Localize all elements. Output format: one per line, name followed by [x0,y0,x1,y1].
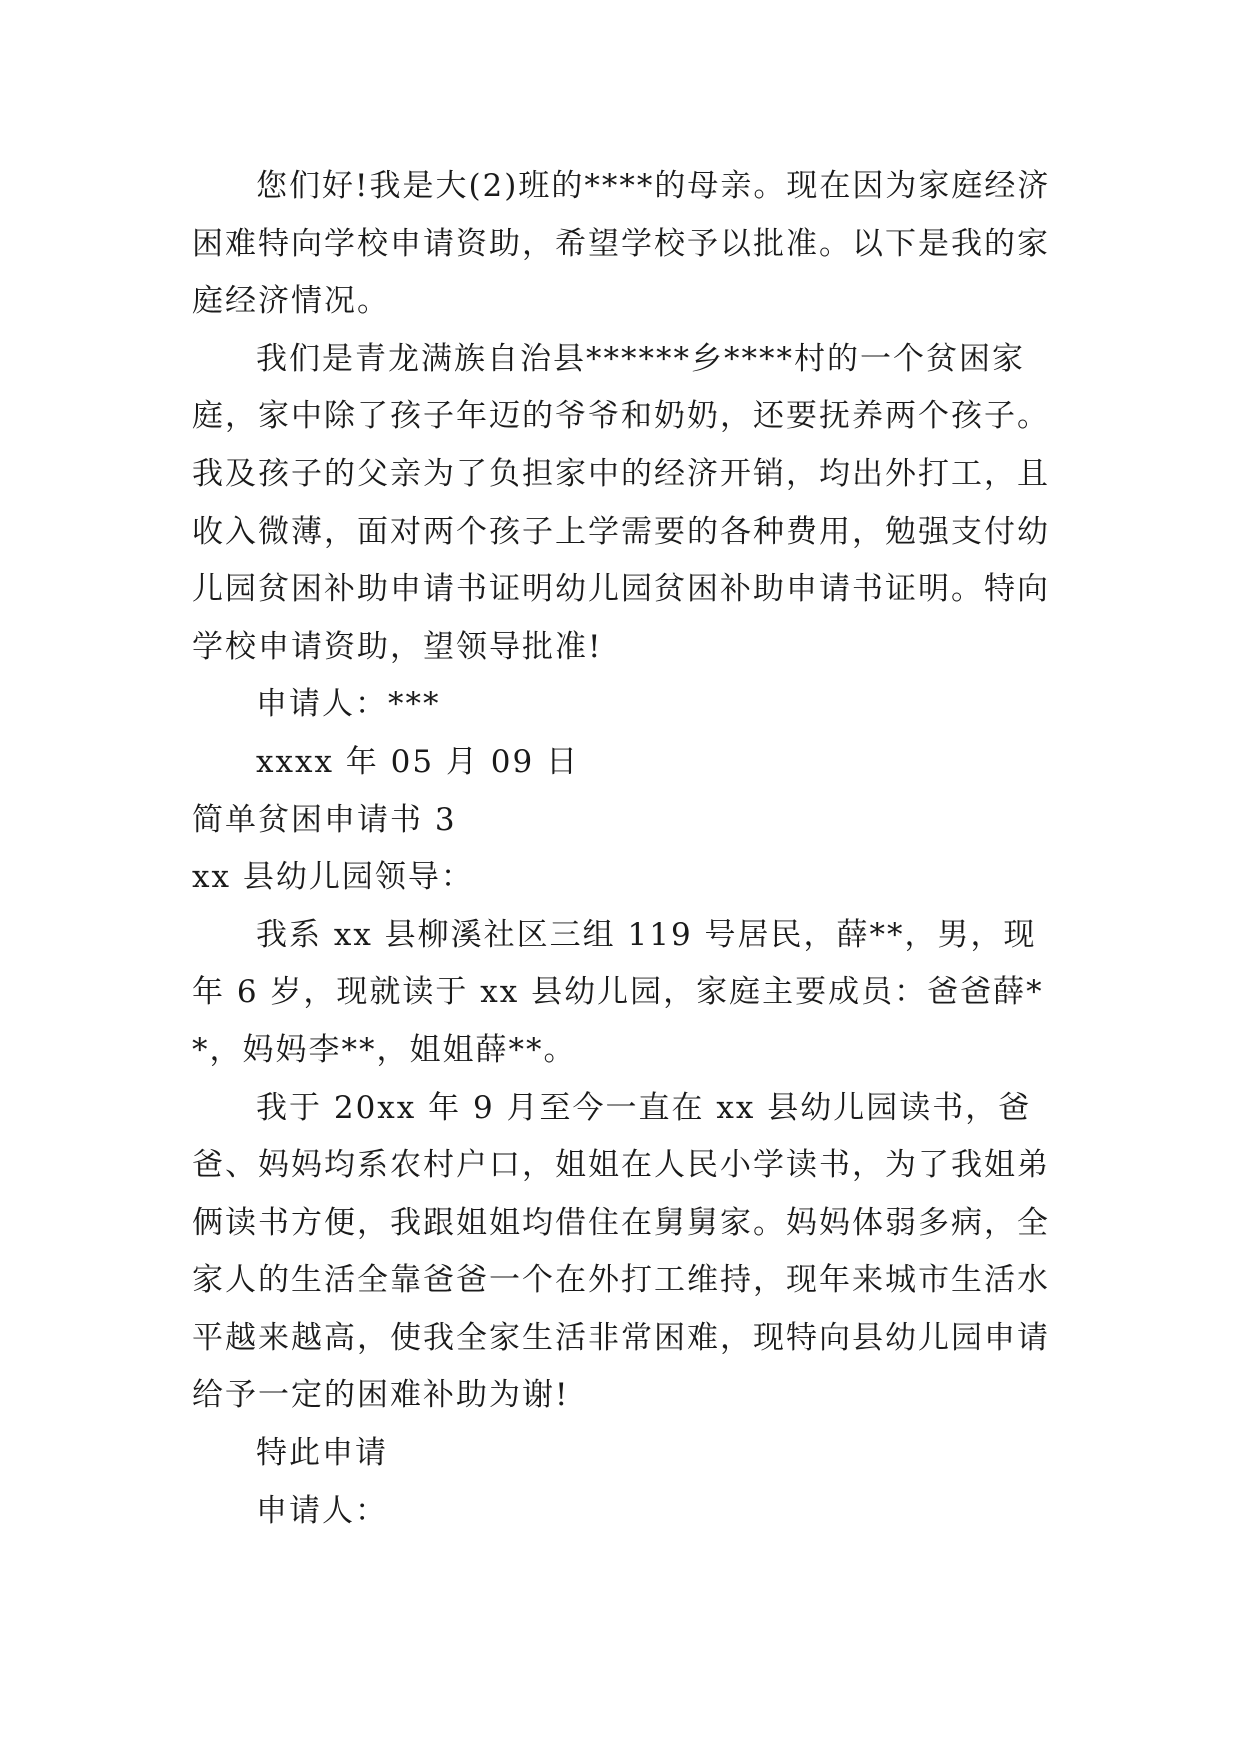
paragraph-applicant-2: 申请人： [256,1492,388,1529]
paragraph-closing: 特此申请 [256,1435,388,1472]
paragraph-applicant-1: 申请人：*** [256,686,441,723]
paragraph-introduction: 我系 xx 县柳溪社区三组 119 号居民，薛**，男，现年 6 岁，现就读于 xx 县幼儿园，家庭主要成员：爸爸薛**，妈妈李**，姐姐薛**。 [192,916,1044,1068]
paragraph-family-situation: 我们是青龙满族自治县******乡****村的一个贫困家庭，家中除了孩子年迈的爷爷和奶奶，还要抚养两个孩子。我及孩子的父亲为了负担家中的经济开销，均出外打工，且收入微薄，面对两个孩子上学需要的各种费用，勉强支付幼儿园贫困补助申请书证明幼儿园贫困补助申请书证明。特向学校申请资助，望领导批准! [192,340,1050,665]
salutation: xx 县幼儿园领导： [192,859,474,896]
paragraph-greeting: 您们好!我是大(2)班的****的母亲。现在因为家庭经济困难特向学校申请资助，希望学校予以批准。以下是我的家庭经济情况。 [192,168,1051,320]
section-heading: 简单贫困申请书 3 [192,801,457,838]
paragraph-request: 我于 20xx 年 9 月至今一直在 xx 县幼儿园读书，爸爸、妈妈均系农村户口，姐姐在人民小学读书，为了我姐弟俩读书方便，我跟姐姐均借住在舅舅家。妈妈体弱多病，全家人的生活全靠爸爸一个在外打工维持，现年来城市生活水平越来越高，使我全家生活非常困难，现特向县幼儿园申请给予一定的困难补助为谢! [192,1089,1050,1414]
document-body [192,158,1052,1540]
paragraph-date: xxxx 年 05 月 09 日 [256,743,580,780]
